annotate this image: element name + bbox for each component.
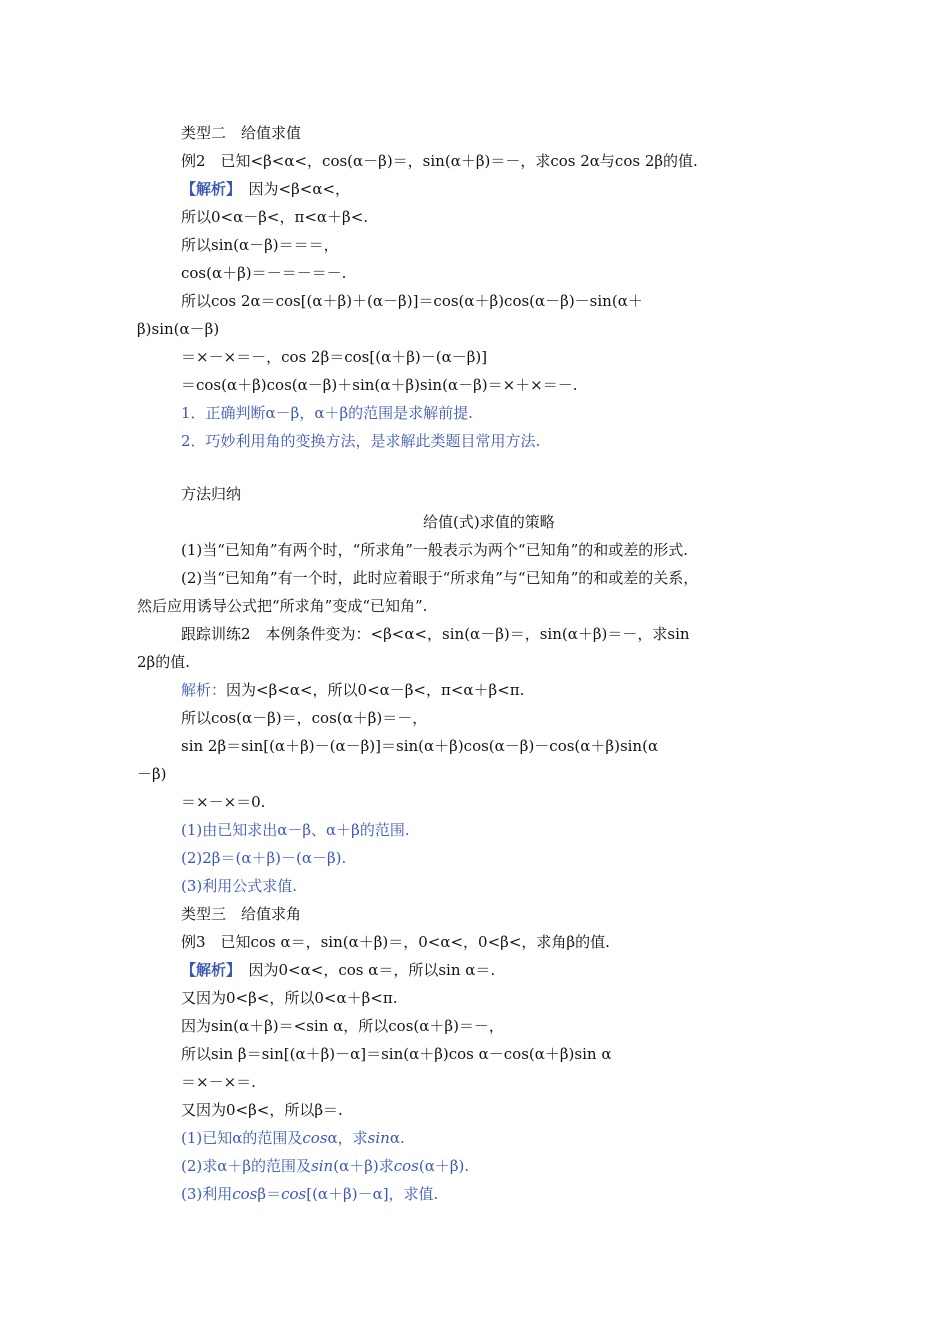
note-line: 2．巧妙利用角的变换方法，是求解此类题目常用方法. [181,432,541,450]
solution-line: ＝cos(α＋β)cos(α－β)＋sin(α＋β)sin(α－β)＝×＋×＝－. [181,376,578,394]
solution-line: ＝×－×＝0. [181,793,266,811]
method-line: 然后应用诱导公式把“所求角”变成“已知角”. [137,597,428,615]
solution-line: ＝×－×＝. [181,1073,256,1091]
section3-title: 类型三 给值求角 [181,905,302,923]
note-line: (3)利用公式求值. [181,877,298,895]
note-text: (3)利用 [181,1185,233,1203]
note-text: α，求 [327,1129,368,1147]
solution-line: 所以sin β＝sin[(α＋β)－α]＝sin(α＋β)cos α－cos(α＋β)sin α [181,1045,612,1063]
method-line: (1)当“已知角”有两个时，“所求角”一般表示为两个“已知角”的和或差的形式. [181,541,689,559]
note-text: (2)求α＋β的范围及 [181,1157,312,1175]
solution-line: 所以cos(α－β)＝，cos(α＋β)＝－， [181,709,428,727]
solution-line: 所以0<α－β<，π<α＋β<. [181,208,369,226]
solution-line: 所以cos 2α＝cos[(α＋β)＋(α－β)]＝cos(α＋β)cos(α－β)－sin(α＋ [181,292,643,310]
solution-line: cos(α＋β)＝－＝－＝－. [181,264,347,282]
note-line: (2)2β＝(α＋β)－(α－β). [181,849,347,867]
solution-text: 因为<β<α<，所以0<α－β<，π<α＋β<π. [226,681,525,699]
note-func: cos [232,1185,258,1203]
solution-tag: 【解析】 [181,961,234,979]
practice2-line: 2β的值. [137,653,190,671]
solution-tag: 解析： [181,681,227,699]
solution-tag: 【解析】 [181,180,234,198]
note-line [181,1156,469,1176]
note-line: 1．正确判断α－β，α＋β的范围是求解前提. [181,404,473,422]
note-text: α. [389,1129,405,1147]
solution-text: 因为<β<α<， [233,180,351,198]
note-func: cos [393,1157,419,1175]
practice2-solution-first-line [181,680,524,700]
solution-line: －β) [137,765,167,783]
example2-text: 例2 已知<β<α<，cos(α－β)＝，sin(α＋β)＝－，求cos 2α与cos 2β的值. [181,152,698,170]
solution-line: 因为sin(α＋β)＝<sin α，所以cos(α＋β)＝－， [181,1017,504,1035]
example2-solution-first-line [181,179,350,199]
note-text: [(α＋β)－α]，求值. [306,1185,439,1203]
solution-text: 因为0<α<，cos α＝，所以sin α＝. [233,961,496,979]
solution-line: β)sin(α－β) [137,320,220,338]
note-line [181,1128,405,1148]
method-subtitle: 给值(式)求值的策略 [423,513,555,531]
note-line [181,1184,438,1204]
solution-line: sin 2β＝sin[(α＋β)－(α－β)]＝sin(α＋β)cos(α－β)－cos(α＋β)sin(α [181,737,659,755]
method-heading: 方法归纳 [181,485,242,503]
note-text: (α＋β)求 [333,1157,394,1175]
solution-line: 又因为0<β<，所以β＝. [181,1101,343,1119]
example3-text: 例3 已知cos α＝，sin(α＋β)＝，0<α<，0<β<，求角β的值. [181,933,610,951]
note-func: cos [302,1129,328,1147]
note-func: sin [367,1129,390,1147]
note-text: (1)已知α的范围及 [181,1129,303,1147]
solution-line: 又因为0<β<，所以0<α＋β<π. [181,989,398,1007]
note-line: (1)由已知求出α－β、α＋β的范围. [181,821,410,839]
method-line: (2)当“已知角”有一个时，此时应着眼于“所求角”与“已知角”的和或差的关系， [181,569,699,587]
note-text: β＝ [257,1185,282,1203]
solution-line: 所以sin(α－β)＝＝＝， [181,236,339,254]
note-func: sin [311,1157,334,1175]
note-text: (α＋β). [418,1157,470,1175]
solution-line: ＝×－×＝－，cos 2β＝cos[(α＋β)－(α－β)] [181,348,488,366]
practice2-line: 跟踪训练2 本例条件变为：<β<α<，sin(α－β)＝，sin(α＋β)＝－，求sin [181,625,690,643]
note-func: cos [281,1185,307,1203]
example3-solution-first-line [181,960,495,980]
section2-title: 类型二 给值求值 [181,124,302,142]
